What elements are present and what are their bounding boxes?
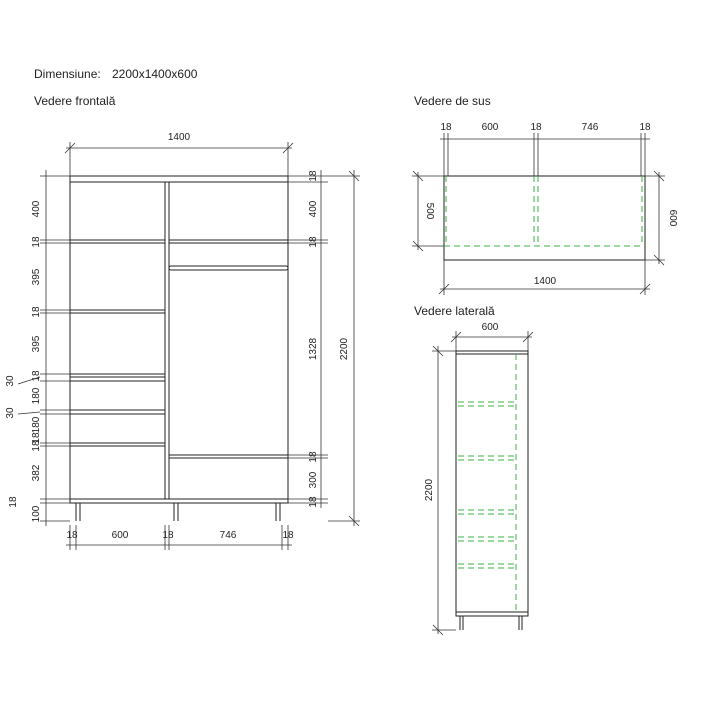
dimensions-value: 2200x1400x600 — [112, 67, 198, 81]
front-left-dim-2: 18 — [31, 236, 42, 248]
front-right-dim-3: 18 — [308, 236, 319, 248]
side-view — [424, 322, 533, 635]
side-view-title: Vedere laterală — [414, 304, 495, 318]
front-left-dim-1: 400 — [31, 200, 42, 218]
front-left-dim-12: 18 — [31, 440, 42, 452]
front-left-dim-7: 30 — [5, 375, 16, 387]
side-depth: 600 — [481, 322, 499, 333]
front-bottom-dim-2: 600 — [111, 530, 129, 541]
front-left-dim-6: 18 — [31, 370, 42, 382]
top-dim-5: 18 — [639, 122, 651, 133]
top-depth-right: 600 — [667, 209, 678, 227]
front-view-title: Vedere frontală — [34, 94, 116, 108]
side-cabinet-outline — [456, 351, 528, 616]
front-right-dim-6: 300 — [308, 471, 319, 489]
front-bottom-dim-4: 746 — [219, 530, 237, 541]
front-view — [5, 132, 360, 550]
front-right-dim-1: 18 — [308, 170, 319, 182]
front-right-dim-2: 400 — [308, 200, 319, 218]
front-left-dim-4: 18 — [31, 306, 42, 318]
front-bottom-dim-3: 18 — [162, 530, 174, 541]
front-right-dim-5: 18 — [308, 451, 319, 463]
top-dim-2: 600 — [481, 122, 499, 133]
front-left-dim-8: 180 — [31, 387, 42, 405]
top-depth-left: 500 — [424, 202, 435, 220]
front-left-dim-14: 18 — [8, 496, 19, 508]
front-right-dim-4: 1328 — [308, 337, 319, 361]
front-width-total: 1400 — [167, 132, 191, 143]
top-dim-1: 18 — [440, 122, 452, 133]
front-left-dim-9: 30 — [5, 407, 16, 419]
front-cabinet-outline — [70, 176, 288, 503]
side-height: 2200 — [424, 478, 435, 502]
front-left-dim-15: 100 — [31, 505, 42, 523]
top-dim-3: 18 — [530, 122, 542, 133]
top-view — [412, 122, 678, 295]
front-right-dim-7: 18 — [308, 496, 319, 508]
front-height-total: 2200 — [339, 337, 350, 361]
front-bottom-dim-5: 18 — [282, 530, 294, 541]
top-width-total: 1400 — [533, 276, 557, 287]
front-left-dim-3: 395 — [31, 268, 42, 286]
top-view-title: Vedere de sus — [414, 94, 491, 108]
front-left-dim-11: 180 — [31, 416, 42, 434]
dimensions-label: Dimensiune: — [34, 67, 101, 81]
top-dim-4: 746 — [581, 122, 599, 133]
top-cabinet-outline — [444, 176, 645, 260]
front-left-dim-5: 395 — [31, 335, 42, 353]
front-left-dim-10: 18 — [31, 432, 42, 444]
front-bottom-dim-1: 18 — [66, 530, 78, 541]
front-left-dim-13: 382 — [31, 464, 42, 482]
